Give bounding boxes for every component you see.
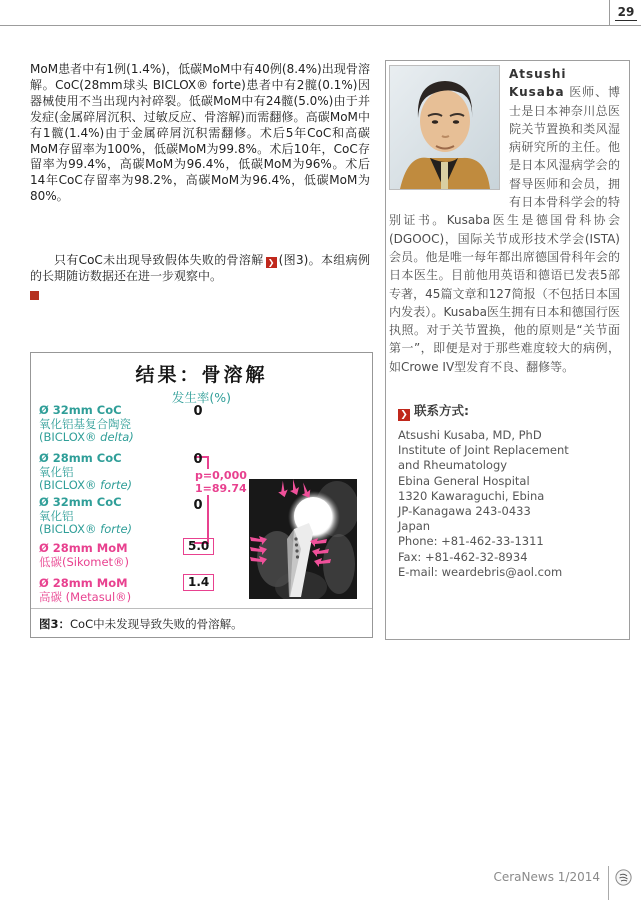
hip-xray-image [249, 479, 357, 599]
figure-row-2: Ø 28mm CoC 氧化铝 (BICLOX® forte) [39, 451, 133, 493]
figure-value-5: 1.4 [183, 574, 214, 591]
contact-line: E-mail: weardebris@aol.com [398, 564, 563, 579]
contact-line: Ebina General Hospital [398, 473, 530, 488]
contact-line: Phone: +81-462-33-1311 [398, 534, 544, 549]
header-rule [0, 25, 641, 26]
header-divider [609, 0, 610, 25]
article-paragraph-1: MoM患者中有1例(1.4%)，低碳MoM中有40例(8.4%)出现骨溶解。CoC(28mm球头 BICLOX® forte)患者中有2髋(0.1%)因器械使用不当出现内衬碎裂。低碳MoM中有24髋(5.0%)由于并发症(金属碎屑沉积、过敏反应、骨溶解)而需翻修。高碳MoM中有1髋(1.4%)由于金属碎屑沉积需翻修。术后5年CoC和高碳MoM存留率为100%，低碳MoM为99.8%。术后10年，CoC存留率为99.4%，高碳MoM为96.4%，低碳MoM为96%。术后14年CoC存留率为98.2%，高碳MoM为96.4%，低碳MoM为80%。 [30, 62, 370, 204]
contact-line: Japan [398, 519, 431, 534]
ceramtec-logo-icon [615, 869, 632, 886]
figure-row-3: Ø 32mm CoC 氧化铝 (BICLOX® forte) [39, 495, 133, 537]
contact-line: JP-Kanagawa 243-0433 [398, 504, 531, 519]
contact-line: Institute of Joint Replacement [398, 443, 569, 458]
footer-journal-title: CeraNews 1/2014 [493, 870, 600, 884]
article-paragraph-2 [30, 253, 370, 285]
red-chevron-icon: ❯ [398, 409, 410, 421]
author-portrait [389, 65, 500, 190]
page-number: 29 [615, 4, 637, 21]
contact-heading: ❯ 联系方式: [398, 401, 616, 421]
paragraph-2-text-before: 只有CoC未出现导致假体失败的骨溶解 [54, 253, 264, 267]
figure-caption: 图3：CoC中未发现导致失败的骨溶解。 [39, 617, 243, 631]
author-profile-box [385, 60, 630, 640]
figure-row-5: Ø 28mm MoM 高碳 (Metasul®) [39, 576, 132, 604]
figure-value-2: 0 [193, 452, 203, 467]
author-bio-text: 医师、博士是日本神奈川总医院关节置换和类风湿病研究所的主任。他是日本风湿病学会的督导医师和会员，拥有日本骨科学会的特别证书。Kusaba医生是德国骨科协会(DGOOC)，国际关节成形技术学会(ISTA)会员。他是唯一每年都出席德国骨科年会的日本医生。目前他用英语和德语已发表5部专著，45篇文章和127简报（不包括日本国内发表）。Kusaba医生拥有日本和德国行医执照。对于关节置换，他的原则是“关节面第一”，即便是对于那些难度较大的病例，如Crowe IV型发育不良、翻修等。 [389, 85, 620, 374]
red-chevron-icon: ❯ [266, 257, 277, 268]
figure-title: 结果：骨溶解 [135, 364, 268, 386]
figure-value-3: 0 [193, 498, 203, 513]
contact-lines [398, 428, 616, 580]
contact-line: 1320 Kawaraguchi, Ebina [398, 488, 545, 503]
contact-line: Atsushi Kusaba, MD, PhD [398, 428, 542, 442]
contact-line: Fax: +81-462-32-8934 [398, 549, 528, 564]
figure-subtitle: 发生率(%) [171, 390, 232, 405]
figure-row-4: Ø 28mm MoM 低碳(Sikomet®) [39, 541, 130, 569]
footer-divider [608, 866, 609, 900]
figure-stats: p=0,000 1=89.74 [195, 469, 253, 495]
caption-divider [31, 608, 372, 609]
paragraph-2-text-after: (图3)。本组病例的长期随访数据还在进一步观察中。 [30, 253, 370, 283]
contact-section [398, 401, 616, 580]
end-of-article-marker [30, 291, 39, 300]
figure-value-4: 5.0 [183, 538, 214, 555]
author-name: Atsushi Kusaba [509, 67, 567, 100]
contact-line: and Rheumatology [398, 458, 508, 473]
figure-row-1: Ø 32mm CoC 氧化铝基复合陶瓷 (BICLOX® delta) [39, 403, 134, 445]
figure-value-1: 0 [193, 404, 203, 419]
figure-3-box [30, 352, 373, 638]
